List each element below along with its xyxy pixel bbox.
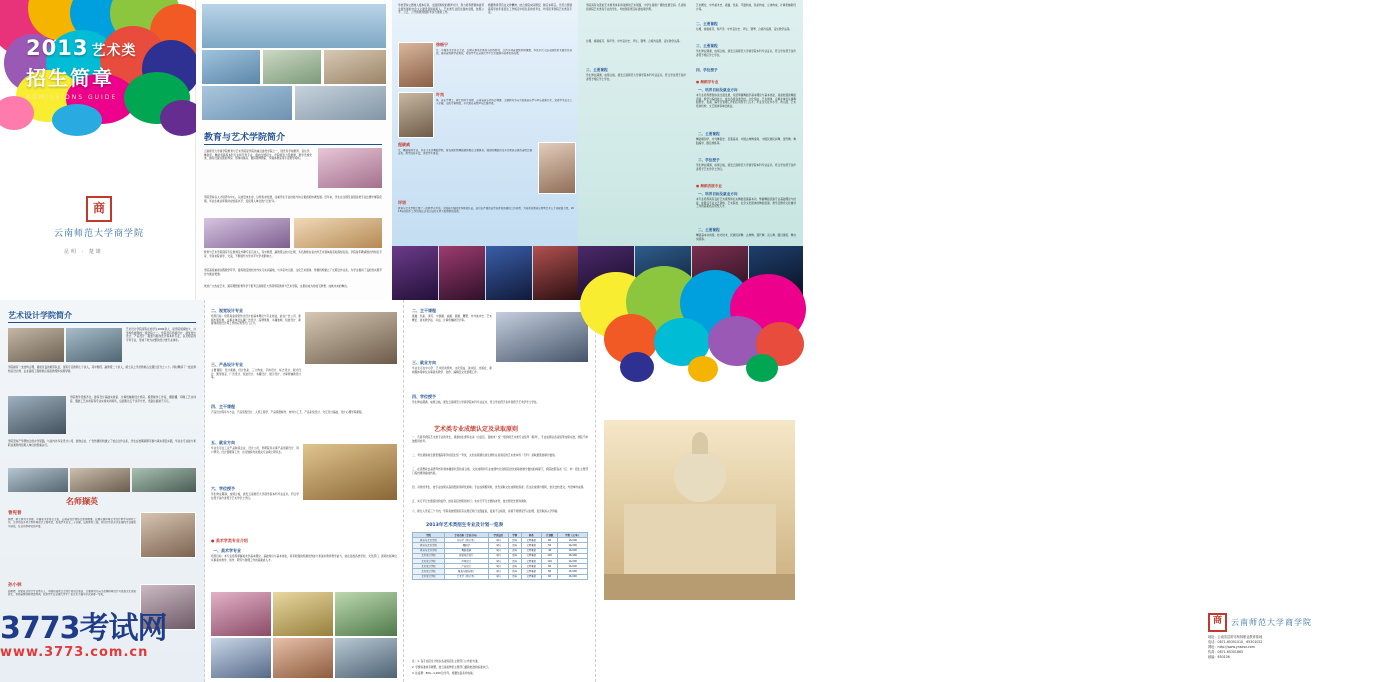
cell-college: 艺术设计学院 bbox=[413, 553, 445, 558]
teacher-bio-1: 女，中国美术家协会会员，长期从事美术教育与创作研究，主持多项省部级科研课题，作品多次入选全国性美术展览并获奖。曾获省级教学成果奖，指导学生在全国大学生艺术展演中获得优异成绩。 bbox=[436, 49, 572, 56]
cell-tuition: 16,000 bbox=[558, 553, 588, 558]
cell-tuition: 16,000 bbox=[558, 569, 588, 574]
campus-photo-wide bbox=[202, 4, 386, 48]
cell-major: 舞蹈表演 bbox=[444, 548, 488, 553]
teacher-photo-2 bbox=[398, 92, 434, 138]
cover-year: 2013 艺术类 bbox=[26, 36, 137, 60]
rule-3: 三、在思想政治品德考核和身体健康状况检查合格、文化成绩和专业成绩均达到相应批次录取控制分数线的前提下，我院按照各省（区、市）招生主管部门投档规则接收档案。 bbox=[412, 468, 588, 475]
cell-college: 艺术设计学院 bbox=[413, 559, 445, 564]
design-photo-5 bbox=[70, 468, 130, 492]
section-head-degree: 四、学位授予 bbox=[696, 68, 718, 72]
cell-years: 四年 bbox=[508, 543, 521, 548]
left-col-head-1: 三、主要课程 bbox=[586, 68, 608, 72]
intro-text-1: 学校坚持立德树人根本任务，全面贯彻党的教育方针，努力培养德智体美劳全面发展的社会主义建设者和接班人。艺术类专业招生面向全国，按照公平、公正、公开的原则组织考试与录取工作。 bbox=[398, 4, 484, 15]
cell-category: 文理兼招 bbox=[521, 574, 541, 579]
cover-title-group bbox=[26, 36, 136, 101]
contact-info bbox=[1208, 635, 1398, 660]
cell-quota: 60 bbox=[541, 538, 557, 543]
design-photo-4 bbox=[8, 468, 68, 492]
cell-quota: 60 bbox=[541, 574, 557, 579]
cell-quota: 60 bbox=[541, 569, 557, 574]
school-logo-mark-footer: 商 bbox=[1208, 613, 1227, 632]
cell-years: 四年 bbox=[508, 548, 521, 553]
p2-head-3: 四、主干课程 bbox=[211, 404, 235, 409]
contact-website[interactable]: 网址：http://www.ynsdsx.com bbox=[1208, 645, 1255, 649]
cell-major: 音乐学（师范类） bbox=[444, 538, 488, 543]
p2-sub-title: ● 美术学类专业介绍 bbox=[211, 538, 248, 543]
cell-years: 四年 bbox=[508, 574, 521, 579]
cell-major: 美术学（师范类） bbox=[444, 574, 488, 579]
campus-photo-3 bbox=[324, 50, 386, 84]
cell-level: 本科 bbox=[488, 569, 508, 574]
cell-quota: 50 bbox=[541, 543, 557, 548]
section-title-art-design: 艺术设计学院简介 bbox=[8, 311, 72, 320]
cell-quota: 120 bbox=[541, 553, 557, 558]
commentary-text: 教育与艺术学院汇聚了一批教学水平高、实践能力强的优秀师资队伍。他们以严谨的治学态度和饱满的工作热情，为培养高素质应用型艺术人才贡献着力量，2013年的招生工作也将在这支队伍的支持下取得新的成绩。 bbox=[398, 207, 574, 214]
cover-english-title: ADMISSIONS GUIDE bbox=[26, 94, 118, 101]
p2-body-1: 培养目标：培养具备视觉传达设计的基本理论与专业技能，能在广告公司、新闻出版机构、企事业单位从事广告设计、品牌策划、书籍装帧、包装设计、新媒体视觉设计等工作的应用型专门人才。 bbox=[211, 315, 301, 326]
admission-plan-table bbox=[412, 532, 588, 580]
major-1-courses-body: 舞蹈解剖学、中外舞蹈史、芭蕾基训、中国古典舞身韵、中国民族民间舞、现代舞、舞蹈编导、剧目排练等。 bbox=[696, 138, 796, 145]
kids-photo-5 bbox=[273, 638, 333, 678]
edu-paragraph-1: 云南师范大学商学院教育与艺术学院是学院的重点建设学院之一，现设有学前教育、音乐学、舞蹈学、舞蹈表演等本科专业和专科专业，面向全国招生。学院师资力量雄厚，教学设施先进，拥有设备完善的琴房、形体训练房、数码钢琴教室、多媒体教室等专业教学场所。 bbox=[204, 150, 312, 161]
section-body-courses-1: 乐理、视唱练耳、和声学、中外音乐史、声乐、钢琴、合唱与指挥、音乐教学法等。 bbox=[696, 28, 792, 31]
cell-major: 环境设计 bbox=[444, 559, 488, 564]
major-2-courses-body: 舞蹈基本功训练、技巧技术、民族民间舞、古典舞、现代舞、双人舞、剧目排练、舞台实践等。 bbox=[696, 234, 796, 241]
contact-postcode: 邮编：650106 bbox=[1208, 655, 1230, 659]
campus-photo-2 bbox=[263, 50, 321, 84]
teacher-bio-2: 男，音乐学博士，硕士研究生导师，云南省音乐家协会理事。主要研究方向为民族音乐学与声乐表演艺术，发表学术论文三十余篇，出版专著两部，多次担任省级声乐比赛评委。 bbox=[436, 99, 572, 106]
left-col-text-1: 乐理、视唱练耳、和声学、中外音乐史、声乐、钢琴、合唱与指挥、音乐教学法等。 bbox=[586, 40, 682, 43]
admissions-profiles-panel bbox=[392, 0, 578, 300]
teacher-name-3: 程颖威 bbox=[398, 142, 410, 147]
cover-city: 昆明 · 楚雄 bbox=[64, 249, 103, 255]
rules-and-plan-panel bbox=[404, 300, 596, 682]
cell-college: 教育与艺术学院 bbox=[413, 543, 445, 548]
title-rule-2 bbox=[8, 322, 196, 323]
majors-panel bbox=[578, 0, 803, 300]
section-title-education-art: 教育与艺术学院简介 bbox=[204, 133, 286, 143]
major-title-2: ● 舞蹈表演专业 bbox=[696, 184, 722, 188]
edu-paragraph-2: 学院坚持以人才培养为中心，以质量求生存，以特色求发展，注重学生专业技能与综合素质的协调发展。近年来，学生在全国及省级各类专业比赛中屡获佳绩，毕业生就业率保持在较高水平，受到用人单位的广泛好评。 bbox=[204, 196, 382, 203]
col-level: 学历层次 bbox=[488, 533, 508, 538]
cell-years: 四年 bbox=[508, 569, 521, 574]
p2-body-5: 学生修业期满，成绩合格，颁发云南师范大学商学院本科毕业证书，符合学位授予条件者授予艺术学学士学位。 bbox=[211, 493, 299, 500]
design-photo-3 bbox=[8, 396, 66, 434]
col-quota: 计划数 bbox=[541, 533, 557, 538]
campus-photo-1 bbox=[202, 50, 260, 84]
edu-photo-2 bbox=[204, 218, 290, 248]
design-photo-6 bbox=[132, 468, 196, 492]
cover-panel bbox=[0, 0, 196, 300]
teacher-name-2: 叶岚 bbox=[436, 92, 444, 97]
edu-paragraph-5: 欢迎广大热爱艺术、富有理想的青年学子报考云南师范大学商学院教育与艺术学院，这里将成为你放飞梦想、成就未来的舞台。 bbox=[204, 285, 350, 288]
edu-photo-3 bbox=[294, 218, 382, 248]
cell-college: 教育与艺术学院 bbox=[413, 538, 445, 543]
kids-photo-2 bbox=[273, 592, 333, 636]
p2-sub-head: 一、美术学专业 bbox=[213, 548, 241, 553]
rule-6: 六、新生入学后三个月内，学院将按照国家有关规定进行全面复查，复查不合格者，将视不同情况予以处理，直至取消入学资格。 bbox=[412, 510, 560, 513]
cell-major: 产品设计 bbox=[444, 564, 488, 569]
major-2-goal-body: 本专业培养具有良好艺术素养和扎实舞蹈表演基本功，掌握舞蹈表演专业基础理论与技能，能胜任专业文艺团体、艺术院校、社会文化团体的舞蹈表演、教学及群众文化辅导工作的高素质应用型人才。 bbox=[696, 198, 796, 209]
cell-level: 本科 bbox=[488, 574, 508, 579]
cell-quota: 120 bbox=[541, 559, 557, 564]
campus-photo-5 bbox=[295, 86, 386, 120]
site-watermark bbox=[0, 611, 200, 682]
major-1-goal-head: 一、培养目标及就业方向 bbox=[698, 88, 738, 92]
performance-photo-4 bbox=[533, 246, 578, 300]
cell-major: 视觉传达设计 bbox=[444, 553, 488, 558]
col-tuition: 学费（元/年） bbox=[558, 533, 588, 538]
teacher-photo-1 bbox=[398, 42, 434, 88]
cell-category: 文理兼招 bbox=[521, 543, 541, 548]
edu-paragraph-4: 学院高度重视实践教学环节，建有稳定的校内外实习实训基地，与多家幼儿园、文化艺术团体、传媒机构建立了长期合作关系，为学生提供了良好的实践平台与就业渠道。 bbox=[204, 269, 382, 276]
cell-level: 本科 bbox=[488, 564, 508, 569]
major-1-courses-head: 二、主要课程 bbox=[698, 132, 720, 136]
table-note-1: 注：1. 各专业招生计划以各省级招生主管部门公布的为准。 bbox=[412, 660, 481, 663]
p3-body-2: 毕业生可在中小学、艺术培训机构、文化馆站、美术馆、出版社、新闻媒体等单位从事美术教学、创作、编辑及文化管理工作。 bbox=[412, 367, 492, 374]
design-teacher-bio-2: 副教授，视觉传达设计专业带头人，中国包装联合会设计委员会委员。主要研究方向为品牌形象设计与民族文化视觉转化，承担省级科研项目两项，指导学生在全国大学生广告艺术大赛中多次获得一等奖。 bbox=[8, 590, 136, 597]
kids-photo-4 bbox=[211, 638, 271, 678]
table-note-3: 3. 住宿费：800—1,200元/学年，根据住宿条件收取。 bbox=[412, 672, 476, 675]
p2-body-2: 主要课程：设计素描、设计色彩、三大构成、字体设计、标志设计、版式设计、图形创意、广告设计、包装设计、书籍设计、展示设计、计算机辅助设计等。 bbox=[211, 369, 301, 380]
cell-category: 文理兼招 bbox=[521, 538, 541, 543]
contact-phone: 电话：0871-65301010、65301022 bbox=[1208, 640, 1263, 644]
cell-category: 文理兼招 bbox=[521, 559, 541, 564]
p3-body-1: 素描、色彩、速写、中国画、油画、版画、雕塑、中外美术史、艺术概论、美术教学法、书法、计算机辅助设计等。 bbox=[412, 315, 492, 322]
p2-head-5: 六、学位授予 bbox=[211, 486, 235, 491]
art-paragraph-1: 艺术设计学院现有在校学生2000余人，是学院规模较大、办学特色鲜明的二级学院之一。学院设有环境设计、视觉传达设计、产品设计、服装与服饰设计等本科专业，以及相应的专科专业，形成了较为完整的设计类专业体系。 bbox=[126, 328, 196, 342]
school-logo-mark: 商 bbox=[86, 196, 112, 222]
p3-body-3: 学生修业期满，成绩合格，颁发云南师范大学商学院本科毕业证书，符合学位授予条件者授予艺术学学士学位。 bbox=[412, 401, 540, 404]
rule-1: 一、凡报考我院艺术类专业的考生，须参加生源所在省（自治区、直辖市）统一组织的艺术类专业统考（联考），专业成绩以各省统考成绩为准，我院不单独组织校考。 bbox=[412, 436, 588, 443]
kids-photo-3 bbox=[335, 592, 397, 636]
cell-tuition: 16,000 bbox=[558, 564, 588, 569]
p2-head-1: 二、视觉设计专业 bbox=[211, 308, 243, 313]
cell-category: 文理兼招 bbox=[521, 564, 541, 569]
cell-major: 舞蹈学 bbox=[444, 543, 488, 548]
majors-intro: 学院具有完善的艺术教育体系和浓厚的艺术氛围，为学生提供广阔的发展空间。凡录取到我院艺术类各专业的学生，均按国家规定标准收取学费。 bbox=[586, 4, 686, 11]
rules-title: 艺术类专业成绩认定及录取原则 bbox=[434, 426, 519, 433]
major-2-goal-head: 一、培养目标及就业方向 bbox=[698, 192, 738, 196]
back-cover-panel bbox=[596, 300, 1312, 682]
plan-table-title: 2013年艺术类招生专业及计划一览表 bbox=[426, 523, 504, 528]
left-col-text-2: 学生修业期满，成绩合格，颁发云南师范大学商学院本科毕业证书，符合学位授予条件者授予相应学士学位。 bbox=[586, 74, 686, 81]
cell-level: 本科 bbox=[488, 543, 508, 548]
cell-major: 服装与服饰设计 bbox=[444, 569, 488, 574]
majors-intro-cont: 艺术概论、中外美术史、素描、色彩、平面构成、色彩构成、立体构成、计算机辅助设计等。 bbox=[696, 4, 796, 11]
p3-head-1: 二、主干课程 bbox=[412, 308, 436, 313]
cell-level: 本科 bbox=[488, 559, 508, 564]
p3-head-3: 四、学位授予 bbox=[412, 394, 436, 399]
p2-body-4: 毕业生可在工业产品制造企业、设计公司、科研院所从事产品创新设计、用户研究、设计管理等工作，也可继续攻读相关专业硕士研究生。 bbox=[211, 447, 299, 454]
teacher-photo-3 bbox=[538, 142, 576, 194]
cover-logo bbox=[44, 196, 154, 239]
table-note-2: 2. 学费标准如有调整，按云南省物价主管部门最新批准的标准执行。 bbox=[412, 666, 491, 669]
commentary-label: 评语 bbox=[398, 200, 406, 205]
p2-sub-body: 培养目标：本专业培养掌握美术学基本理论、基础知识与基本技能，具有较强的绘画创作能力和美术教育教学能力，能在各级各类学校、文化部门、新闻出版单位从事美术教学、创作、研究与管理工作的高素质人才。 bbox=[211, 555, 397, 562]
cell-years: 四年 bbox=[508, 559, 521, 564]
campus-hero-photo bbox=[604, 420, 795, 600]
design-photo-1 bbox=[8, 328, 64, 362]
footer-logo-block bbox=[1208, 613, 1398, 660]
design-photo-2 bbox=[66, 328, 122, 362]
major-title-1: ● 舞蹈学专业 bbox=[696, 80, 719, 84]
design-teacher-photo-1 bbox=[140, 512, 196, 558]
p2-head-4: 五、就业方向 bbox=[211, 440, 235, 445]
p2-head-2: 三、产品设计专业 bbox=[211, 362, 243, 367]
education-art-college-panel bbox=[196, 0, 392, 300]
cell-tuition: 16,000 bbox=[558, 574, 588, 579]
back-splash-art bbox=[596, 300, 803, 412]
cell-level: 本科 bbox=[488, 553, 508, 558]
edu-photo-1 bbox=[318, 148, 382, 188]
cell-years: 四年 bbox=[508, 538, 521, 543]
col-college: 学院 bbox=[413, 533, 445, 538]
kids-photo-6 bbox=[335, 638, 397, 678]
section-head-courses-1: 二、主要课程 bbox=[696, 22, 718, 26]
major-1-goal-body: 本专业培养德智体美全面发展，系统掌握舞蹈学基本理论与基本技能，具备较强的舞蹈表演、教学与编创能力，能在各级各类学校、文化馆站、艺术团体、企事业单位从事舞蹈教学、表演、编导及管理工作的应用型专门人才。毕业生可在中小学、幼儿园、艺术培训机构、文艺团体等单位就业。 bbox=[696, 94, 796, 108]
design-majors-panel bbox=[205, 300, 404, 682]
cell-category: 文理兼招 bbox=[521, 553, 541, 558]
p2-body-3: 产品设计程序与方法、产品造型设计、人机工程学、产品模型制作、材料与工艺、产品系统设计、交互设计基础、设计心理学等课程。 bbox=[211, 411, 365, 414]
cell-tuition: 16,000 bbox=[558, 538, 588, 543]
studio-photo-1 bbox=[305, 312, 397, 364]
studio-photo-2 bbox=[303, 444, 397, 500]
watermark-url: www.3773.com.cn bbox=[0, 645, 149, 660]
cell-years: 四年 bbox=[508, 564, 521, 569]
kids-photo-1 bbox=[211, 592, 271, 636]
cell-quota: 40 bbox=[541, 548, 557, 553]
p3-head-2: 三、就业方向 bbox=[412, 360, 436, 365]
teacher-name-1: 徐畅宁 bbox=[436, 42, 448, 47]
cell-tuition: 16,000 bbox=[558, 559, 588, 564]
cell-college: 艺术设计学院 bbox=[413, 564, 445, 569]
major-2-courses-head: 二、主要课程 bbox=[698, 228, 720, 232]
performance-photo-2 bbox=[439, 246, 485, 300]
major-1-degree-body: 学生修业期满，成绩合格，颁发云南师范大学商学院本科毕业证书，符合学位授予条件者授予艺术学学士学位。 bbox=[696, 164, 796, 171]
teacher-bio-3: 女，舞蹈编导专业，毕业于北京舞蹈学院，曾在国家级舞蹈团体担任主要演员。编创的舞蹈作品多次荣获全国及省级比赛金奖，教学经验丰富，深受学生喜爱。 bbox=[398, 149, 532, 156]
contact-address: 地址：云南省昆明市杨林职业教育基地 bbox=[1208, 635, 1263, 639]
campus-photo-4 bbox=[202, 86, 292, 120]
rule-2: 二、考生须参加全国普通高等学校招生统一考试，文化成绩须达到生源所在省划定的艺术类本科（专科）录取最低控制分数线。 bbox=[412, 454, 558, 457]
col-years: 学制 bbox=[508, 533, 521, 538]
cell-college: 艺术设计学院 bbox=[413, 569, 445, 574]
cell-level: 本科 bbox=[488, 538, 508, 543]
section-body-courses-2: 学生修业期满，成绩合格，颁发云南师范大学商学院本科毕业证书，符合学位授予条件者授予相应学士学位。 bbox=[696, 50, 796, 57]
cell-tuition: 16,000 bbox=[558, 543, 588, 548]
cell-category: 文理兼招 bbox=[521, 569, 541, 574]
meeting-photo-1 bbox=[496, 312, 588, 362]
cover-main-title: 招生简章 bbox=[26, 66, 114, 90]
section-title-famous-teachers: 名师撷英 bbox=[66, 497, 98, 506]
col-major: 专业名称（专业方向） bbox=[444, 533, 488, 538]
cell-college: 艺术设计学院 bbox=[413, 574, 445, 579]
contact-fax: 传真：0871-65301665 bbox=[1208, 650, 1244, 654]
col-category: 科类 bbox=[521, 533, 541, 538]
table-row bbox=[413, 574, 588, 579]
rule-5: 五、实行平行志愿投档的省份，按各省投档规则执行；未实行平行志愿的省份，按志愿优先原则录取。 bbox=[412, 500, 529, 503]
title-rule bbox=[204, 144, 382, 145]
section-head-courses-2: 三、主要课程 bbox=[696, 44, 718, 48]
rule-4: 四、对进档考生，按专业成绩从高到低排序择优录取；专业成绩相同时，优先录取文化成绩较高者；若文化成绩仍相同，依次比较语文、外语单科成绩。 bbox=[412, 486, 586, 489]
art-paragraph-3: 学院教学设施齐全，建有设计基础实验室、计算机辅助设计机房、模型制作工作室、摄影棚、印刷工艺实训室、服装工艺实训室等专业实验实训场所，总面积达五千余平方米，设备总值逾千万元。 bbox=[70, 396, 196, 403]
cell-years: 四年 bbox=[508, 553, 521, 558]
cell-level: 本科 bbox=[488, 548, 508, 553]
watermark-main: 3773考试网 bbox=[0, 611, 167, 646]
design-teacher-bio-1: 教授，硕士研究生导师，中国美术家协会会员，云南省设计师协会常务理事。长期从事环境艺术设计教学与研究工作，主持完成多项大型环境设计工程项目，发表学术论文二十余篇，出版教材三部。其设计作品多次在国内专业展览中获奖，在业内享有较高声誉。 bbox=[8, 518, 136, 528]
edu-paragraph-3: 教育与艺术学院现有专任教师及外聘专家百余人，其中教授、副教授占较大比例，多名教师在省内外艺术领域具有较高知名度。学院常年聘请国内外知名专家、学者来院讲学、交流，不断提升办学水平与学术影响力。 bbox=[204, 251, 382, 258]
art-paragraph-4: 学院坚持产学研结合的办学思路，与省内外多家设计公司、装饰企业、广告传媒机构建立了校企合作关系，学生在校期间即可参与真实项目实践，毕业生专业能力和职业素养得到用人单位的普遍认可。 bbox=[8, 440, 196, 447]
intro-text-2: 根据教育部有关文件精神，结合我院实际情况，制定本简章。凡符合普通高等学校年度招生工作规定中报名条件的考生，均可报考我院艺术类各专业。 bbox=[488, 4, 572, 15]
school-name-footer: 云南师范大学商学院 bbox=[1231, 618, 1312, 627]
performance-photo-3 bbox=[486, 246, 532, 300]
cell-college: 教育与艺术学院 bbox=[413, 548, 445, 553]
cell-tuition: 16,000 bbox=[558, 548, 588, 553]
brochure-spread-top bbox=[0, 0, 803, 300]
design-teacher-name-1: 曾宪普 bbox=[8, 511, 22, 516]
performance-photo-1 bbox=[392, 246, 438, 300]
cell-category: 文理兼招 bbox=[521, 548, 541, 553]
school-name: 云南师范大学商学院 bbox=[53, 229, 144, 239]
design-teacher-name-2: 孙小林 bbox=[8, 583, 22, 588]
art-paragraph-2: 学院拥有一支结构合理、素质优良的师资队伍，现有专任教师七十余人，其中教授、副教授二十余人，硕士以上学历教师占比超过百分之八十。同时聘请了一批业界知名设计师、企业高级工程师担任客座教授和实践导师。 bbox=[8, 366, 196, 373]
cell-quota: 60 bbox=[541, 564, 557, 569]
major-1-degree-head: 三、学位授予 bbox=[698, 158, 720, 162]
